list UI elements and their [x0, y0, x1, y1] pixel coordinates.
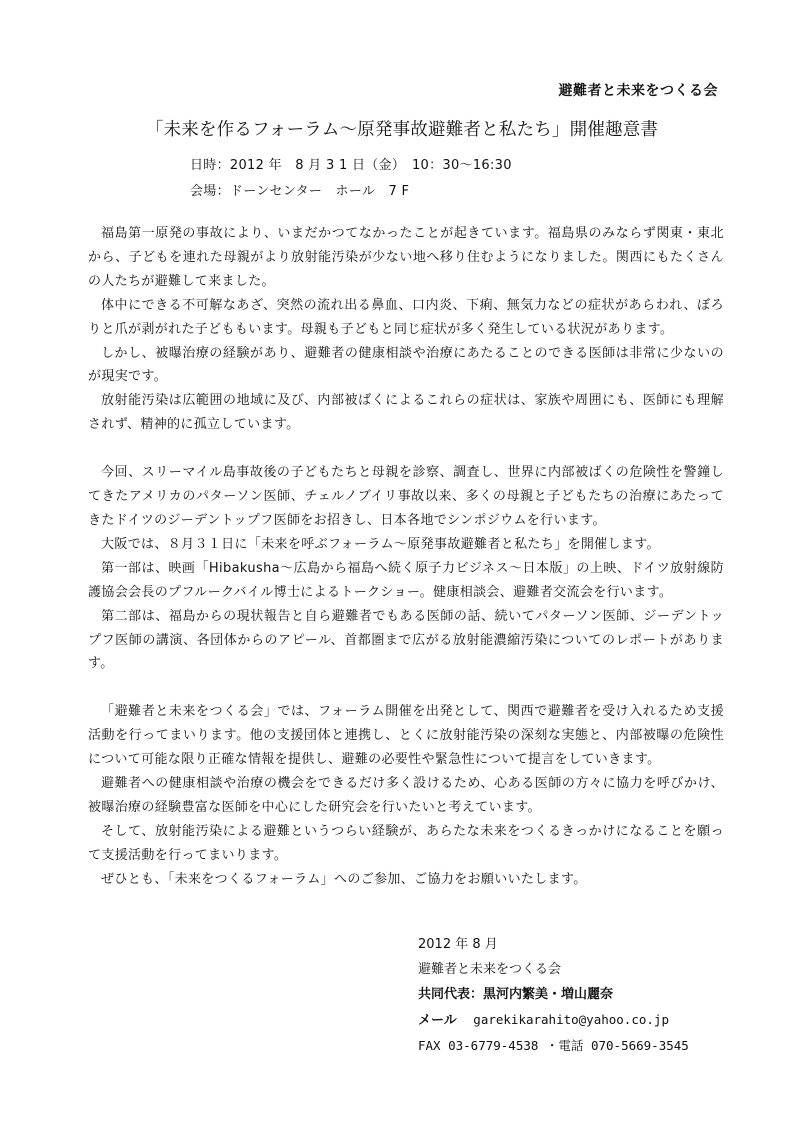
document-title: 「未来を作るフォーラム～原発事故避難者と私たち」開催趣意書 [145, 120, 659, 140]
paragraph: 体中にできる不可解なあざ、突然の流れ出る鼻血、口内炎、下痢、無気力などの症状があらわれ、ぼろりと爪が剥がれた子どももいます。母親も子どもと同じ症状が多く発生している状況があります。 [88, 297, 724, 337]
event-venue: 会場：ドーンセンター ホール 7 F [190, 184, 410, 199]
paragraph: 第一部は、映画「Hibakusha～広島から福島へ続く原子力ビジネス～日本版」の上映、ドイツ放射線防護協会会長のプフルークバイル博士によるトークショー。健康相談会、避難者交流会を行います。 [88, 560, 724, 600]
paragraph: ぜひとも、「未来をつくるフォーラム」へのご参加、ご協力をお願いいたします。 [101, 871, 587, 887]
paragraph: 放射能汚染は広範囲の地域に及び、内部被ばくによるこれらの症状は、家族や周囲にも、医師にも理解されず、精神的に孤立しています。 [88, 393, 724, 433]
body-text [88, 222, 724, 892]
paragraph: 避難者への健康相談や治療の機会をできるだけ多く設けるため、心ある医師の方々に協力を呼びかけ、被曝治療の経験豊富な医師を中心にした研究会を行いたいと考えています。 [88, 776, 724, 815]
paragraph: 「避難者と未来をつくる会」では、フォーラム開催を出発として、関西で避難者を受け入れるため支援活動を行ってまいります。他の支援団体と連携し、とくに放射能汚染の深刻な実態と、内部被曝の危険性について可能な限り正確な情報を提供し、避難の必要性や緊急性について提言をしていきます。 [88, 704, 724, 768]
paragraph: 第二部は、福島からの現状報告と自ら避難者でもある医師の話、続いてパターソン医師、ジーデントップフ医師の講演、各団体からのアピール、首都圏まで広がる放射能濃縮汚染についてのレポートがあります。 [88, 608, 724, 672]
signature-organization: 避難者と未来をつくる会 [418, 962, 562, 977]
email-label: メール [418, 1013, 457, 1028]
event-date: 日時：2012 年 8 月 3 1 日（金） 10：30～16:30 [190, 158, 512, 173]
paragraph: 今回、スリーマイル島事故後の子どもたちと母親を診察、調査し、世界に内部被ばくの危険性を警鐘してきたアメリカのパターソン医師、チェルノブイリ事故以来、多くの母親と子どもたちの治療にあたってきたドイツのジーデントップフ医師をお招きし、日本各地でシンポジウムを行います。 [88, 465, 724, 528]
paragraph: 大阪では、８月３１日に「未来を呼ぶフォーラム～原発事故避難者と私たち」を開催します。 [101, 536, 660, 552]
organization-header: 避難者と未来をつくる会 [558, 83, 718, 99]
email-address[interactable]: garekikarahito@yahoo.co.jp [473, 1012, 669, 1027]
signature-block [418, 932, 689, 1058]
representatives: 共同代表：黒河内繁美・増山麗奈 [418, 987, 614, 1002]
email-line [418, 1007, 689, 1033]
paragraph: しかし、被曝治療の経験があり、避難者の健康相談や治療にあたることのできる医師は非常に少ないのが現実です。 [88, 345, 724, 385]
section-gap [88, 676, 724, 700]
signature-date: 2012 年 8 月 [418, 937, 498, 952]
contact-numbers: FAX 03-6779-4538 ・電話 070-5669-3545 [418, 1038, 689, 1053]
paragraph: 福島第一原発の事故により、いまだかつてなかったことが起きています。福島県のみならず関東・東北から、子どもを連れた母親がより放射能汚染が少ない地へ移り住むようになりました。関西にもたくさんの人たちが避難して来ました。 [88, 226, 724, 289]
section-gap [88, 437, 724, 461]
paragraph: そして、放射能汚染による避難というつらい経験が、あらたな未来をつくるきっかけになることを願って支援活動を行ってまいります。 [88, 823, 724, 863]
